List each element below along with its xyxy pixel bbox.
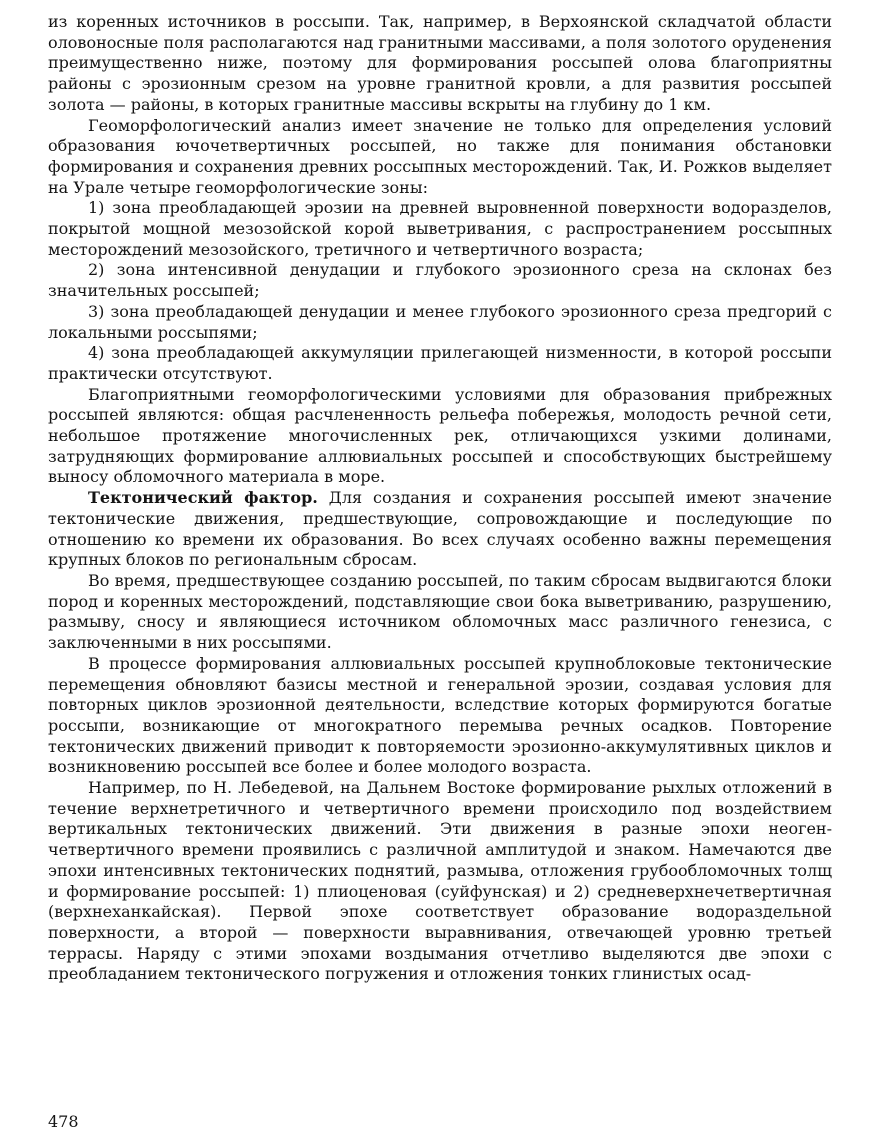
paragraph-block-uplift: Во время, предшествующее созданию россыпей, по таким сбросам выдвигаются блоки пород и коренных месторождений, подставляющие свои бока выветриванию, разрушению, размыву, сносу и являющиеся источником обломочных масс различного генезиса, с заключенными в них россыпями.: [48, 570, 832, 653]
paragraph-tectonic-factor: Тектонический фактор. Для создания и сохранения россыпей имеют значение тектонические движения, предшествующие, сопровождающие и последующие по отношению ко времени их образования. Во всех случаях особенно важны перемещения крупных блоков по региональным сбросам.: [48, 488, 832, 570]
page-number: 478: [48, 1112, 79, 1131]
paragraph-far-east-example: Например, по Н. Лебедевой, на Дальнем Востоке формирование рыхлых отложений в течение верхнетретичного и четвертичного времени происходило под воздействием вертикальных тектонических движений. Эти движения в разные эпохи неоген-четвертичного времени проявились с различной амплитудой и знаком. Намечаются две эпохи интенсивных тектонических поднятий, размыва, отложения грубообломочных толщ и формирование россыпей: 1) плиоценовая (суйфунская) и 2) средневерхнечетвертичная (верхнеханкайская). Первой эпохе соответствует образование водораздельной поверхности, а второй — поверхности выравнивания, отвечающей уровню третьей террасы. Наряду с этими эпохами воздымания отчетливо выделяются две эпохи с преобладанием тектонического погружения и отложения тонких глинистых осад-: [48, 778, 832, 984]
list-item-zone-3: 3) зона преобладающей денудации и менее глубокого эрозионного среза предгорий с локальными россыпями;: [48, 301, 832, 342]
paragraph-geomorphology: Геоморфологический анализ имеет значение не только для определения условий образования ючочетвертичных россыпей, но также для понимания обстановки формирования и сохранения древних россыпных месторождений. Так, И. Рожков выделяет на Урале четыре геоморфологические зоны:: [48, 115, 832, 197]
body-text: [48, 12, 832, 985]
paragraph-coastal-placers: Благоприятными геоморфологическими условиями для образования прибрежных россыпей являются: общая расчлененность рельефа побережья, молодость речной сети, небольшое протяжение многочисленных рек, отличающихся узкими долинами, затрудняющих формирование аллювиальных россыпей и способствующих быстрейшему выносу обломочного материала в море.: [48, 384, 832, 487]
list-item-zone-4: 4) зона преобладающей аккумуляции прилегающей низменности, в которой россыпи практически отсутствуют.: [48, 343, 832, 383]
section-heading: Тектонический фактор.: [88, 488, 318, 508]
list-item-zone-2: 2) зона интенсивной денудации и глубокого эрозионного среза на склонах без значительных россыпей;: [48, 260, 832, 301]
list-item-zone-1: 1) зона преобладающей эрозии на древней выровненной поверхности водоразделов, покрытой мощной мезозойской корой выветривания, с распространением россыпных месторождений мезозойского, третичного и четвертичного возраста;: [48, 198, 832, 259]
paragraph-continuation: из коренных источников в россыпи. Так, например, в Верхоянской складчатой области оловоносные поля располагаются над гранитными массивами, а поля золотого оруденения преимущественно ниже, поэтому для формирования россыпей олова благоприятны районы с эрозионным срезом на уровне гранитной кровли, а для развития россыпей золота — районы, в которых гранитные массивы вскрыты на глубину до 1 км.: [48, 12, 832, 114]
paragraph-alluvial-process: В процессе формирования аллювиальных россыпей крупноблоковые тектонические перемещения обновляют базисы местной и генеральной эрозии, создавая условия для повторных циклов эрозионной деятельности, вследствие которых формируются богатые россыпи, возникающие от многократного перемыва речных осадков. Повторение тектонических движений приводит к повторяемости эрозионно-аккумулятивных циклов и возникновению россыпей все более и более молодого возраста.: [48, 653, 832, 777]
